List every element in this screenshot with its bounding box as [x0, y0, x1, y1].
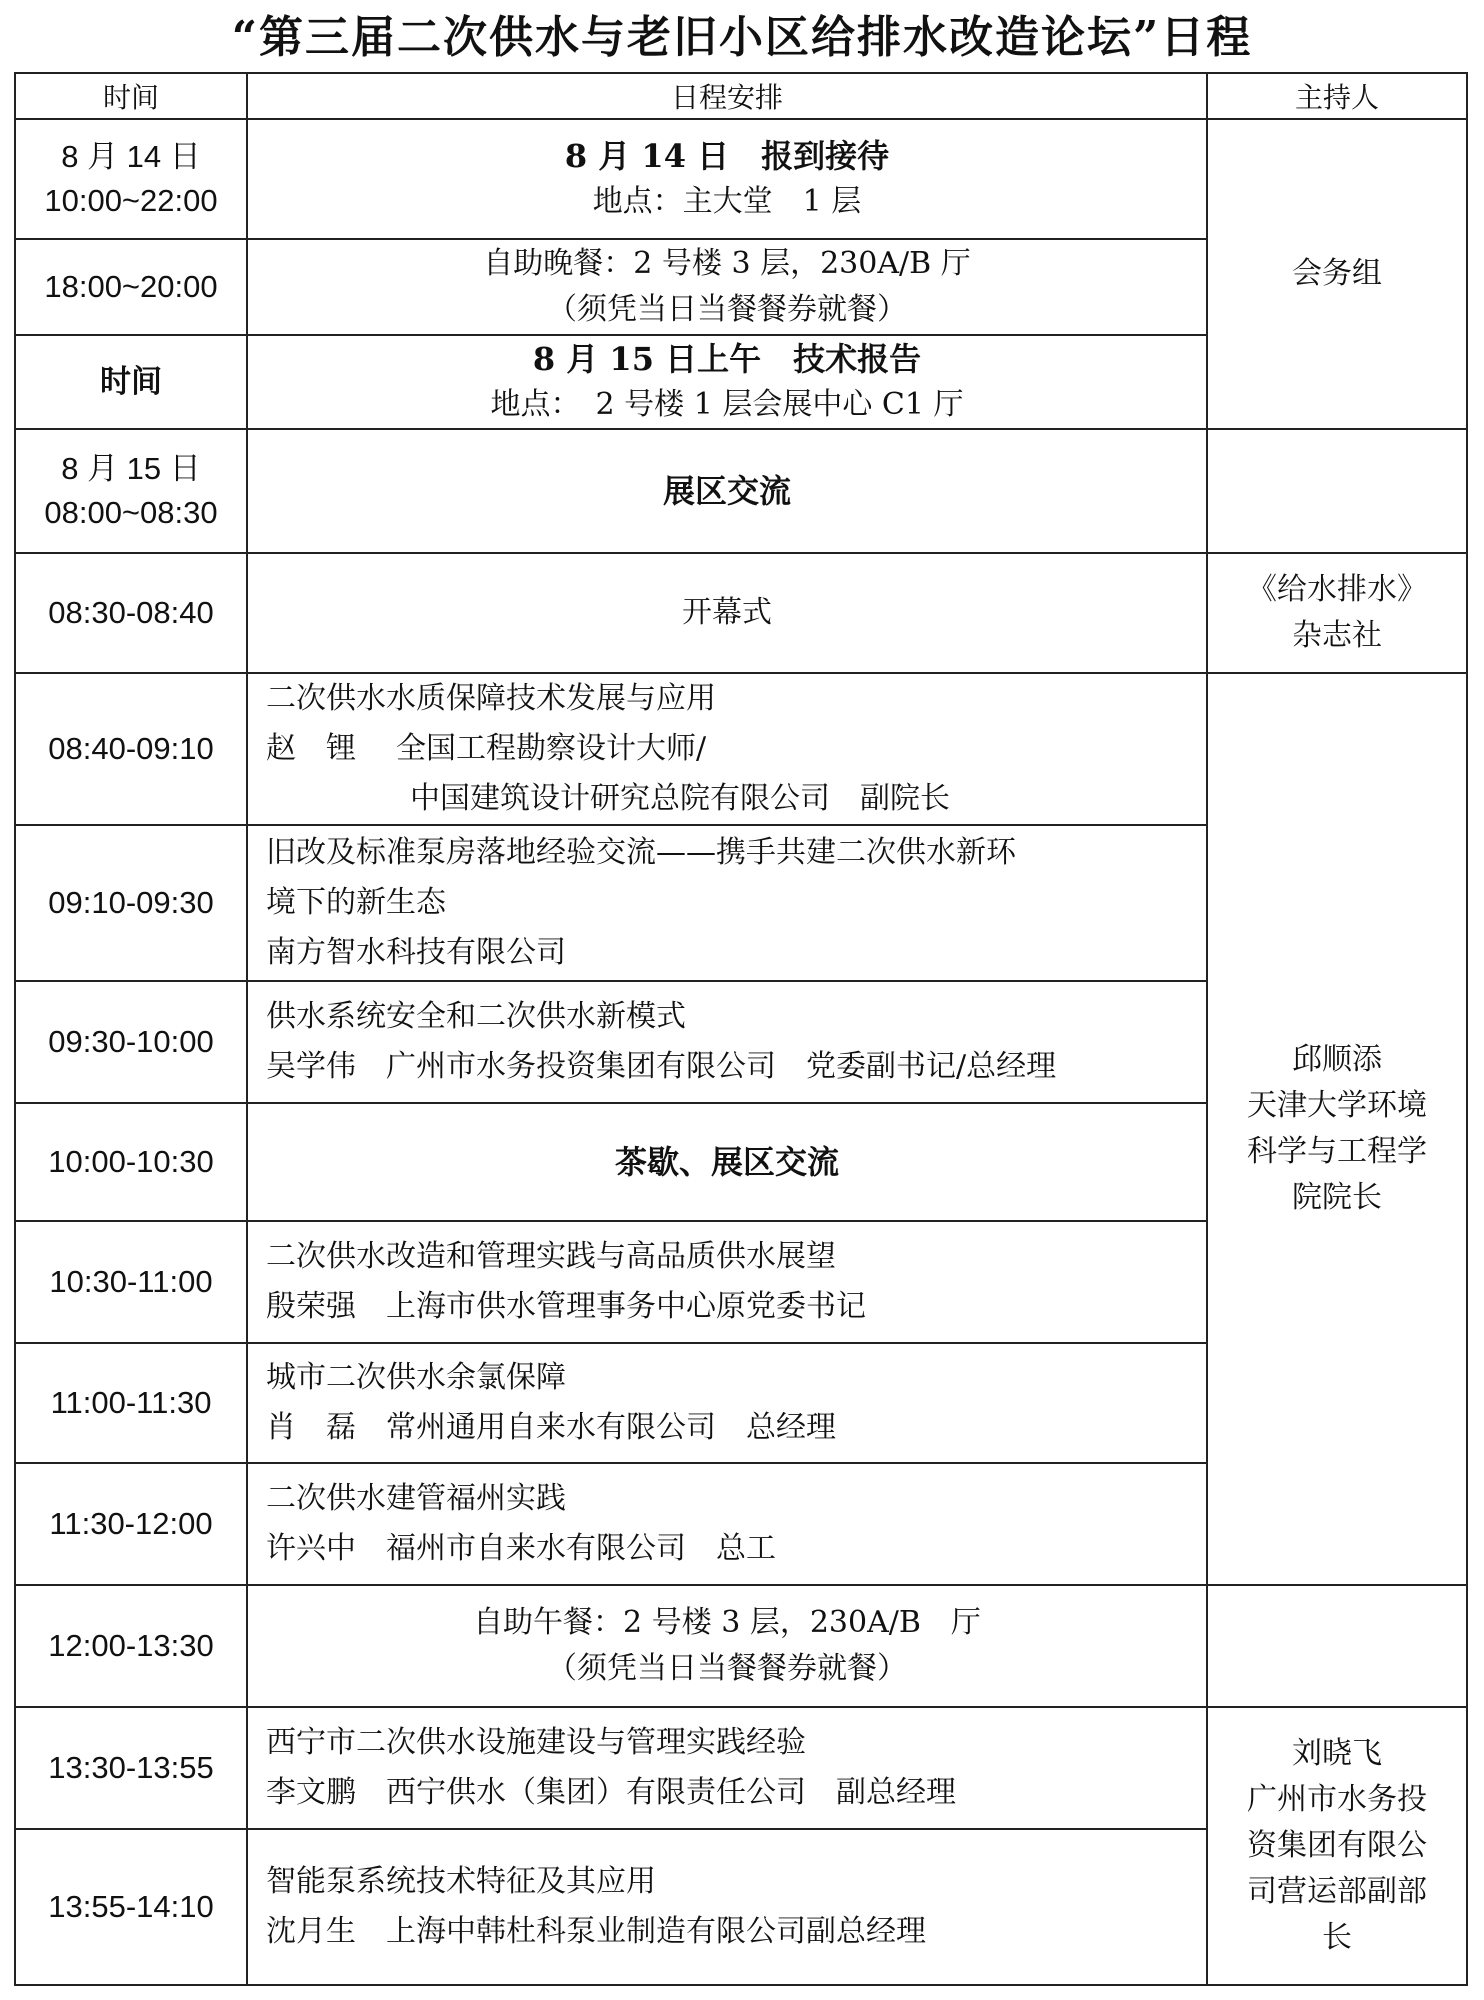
host-cell	[1207, 673, 1467, 1585]
time-text: 13:30-13:55	[48, 1750, 214, 1785]
host-text: 院院长	[1292, 1180, 1382, 1215]
speaker-line: 沈月生 上海中韩杜科泵业制造有限公司副总经理	[266, 1914, 926, 1949]
time-cell	[15, 673, 247, 825]
schedule-cell	[247, 825, 1207, 981]
time-cell	[15, 553, 247, 673]
time-cell	[15, 1343, 247, 1463]
time-text: 18:00~20:00	[44, 269, 218, 304]
schedule-cell	[247, 1707, 1207, 1829]
host-text: 科学与工程学	[1247, 1134, 1427, 1169]
time-cell	[15, 1221, 247, 1343]
host-text: 邱顺添	[1292, 1042, 1382, 1077]
time-text: 09:10-09:30	[48, 885, 214, 920]
time-text: 08:00~08:30	[44, 495, 218, 530]
schedule-cell	[247, 1221, 1207, 1343]
table-row	[15, 1585, 1467, 1707]
header-schedule: 日程安排	[247, 73, 1207, 119]
host-cell	[1207, 553, 1467, 673]
time-text: 08:40-09:10	[48, 731, 214, 766]
host-text: 刘晓飞	[1292, 1736, 1382, 1771]
host-cell-empty	[1207, 1585, 1467, 1707]
table-header-row	[15, 73, 1467, 119]
time-cell	[15, 825, 247, 981]
schedule-cell	[247, 1463, 1207, 1585]
time-cell	[15, 981, 247, 1103]
talk-title: 二次供水改造和管理实践与高品质供水展望	[266, 1239, 836, 1274]
talk-title: 二次供水建管福州实践	[266, 1481, 566, 1516]
table-row	[15, 1707, 1467, 1829]
schedule-line: （须凭当日当餐餐券就餐）	[547, 292, 907, 327]
schedule-line: 自助午餐：2 号楼 3 层，230A/B 厅	[473, 1605, 981, 1640]
host-text: 天津大学环境	[1247, 1088, 1427, 1123]
time-cell	[15, 1463, 247, 1585]
schedule-cell	[247, 119, 1207, 239]
time-text: 10:00~22:00	[44, 183, 218, 218]
time-text: 08:30-08:40	[48, 595, 214, 630]
host-cell-empty	[1207, 429, 1467, 553]
time-cell	[15, 119, 247, 239]
schedule-heading: 茶歇、展区交流	[614, 1143, 839, 1181]
schedule-heading: 8 月 14 日 报到接待	[564, 137, 890, 175]
speaker-line: 肖 磊 常州通用自来水有限公司 总经理	[266, 1410, 836, 1445]
speaker-line: 李文鹏 西宁供水（集团）有限责任公司 副总经理	[266, 1775, 956, 1810]
time-text: 时间	[100, 364, 162, 399]
schedule-heading: 8 月 15 日上午 技术报告	[532, 340, 922, 378]
header-host: 主持人	[1207, 73, 1467, 119]
time-cell	[15, 429, 247, 553]
talk-title: 供水系统安全和二次供水新模式	[266, 999, 686, 1034]
time-text: 10:00-10:30	[48, 1144, 214, 1179]
host-text: 《给水排水》	[1247, 572, 1427, 607]
speaker-org: 中国建筑设计研究总院有限公司 副院长	[410, 781, 950, 816]
time-cell	[15, 1707, 247, 1829]
schedule-cell	[247, 981, 1207, 1103]
time-cell	[15, 1103, 247, 1221]
schedule-cell	[247, 239, 1207, 335]
speaker-title: 全国工程勘察设计大师/	[396, 731, 707, 766]
time-cell	[15, 335, 247, 429]
talk-title: 西宁市二次供水设施建设与管理实践经验	[266, 1725, 806, 1760]
schedule-cell	[247, 553, 1207, 673]
time-text: 10:30-11:00	[49, 1264, 213, 1299]
schedule-cell	[247, 1343, 1207, 1463]
host-text: 广州市水务投	[1247, 1782, 1427, 1817]
table-row	[15, 673, 1467, 825]
time-text: 11:30-12:00	[49, 1506, 213, 1541]
talk-title: 城市二次供水余氯保障	[266, 1360, 566, 1395]
host-text: 长	[1322, 1920, 1352, 1955]
time-text: 8 月 14 日	[61, 139, 201, 174]
host-cell	[1207, 119, 1467, 429]
table-row	[15, 553, 1467, 673]
time-text: 13:55-14:10	[48, 1889, 214, 1924]
host-text: 司营运部副部	[1247, 1874, 1427, 1909]
schedule-cell	[247, 673, 1207, 825]
host-text: 会务组	[1292, 256, 1382, 291]
schedule-cell	[247, 429, 1207, 553]
talk-title: 智能泵系统技术特征及其应用	[266, 1864, 656, 1899]
host-text: 资集团有限公	[1247, 1828, 1427, 1863]
time-text: 12:00-13:30	[48, 1628, 214, 1663]
time-text: 11:00-11:30	[50, 1385, 212, 1420]
speaker-line: 许兴中 福州市自来水有限公司 总工	[266, 1531, 776, 1566]
talk-title-cont: 境下的新生态	[266, 885, 446, 920]
table-row	[15, 119, 1467, 239]
schedule-cell	[247, 335, 1207, 429]
schedule-cell	[247, 1103, 1207, 1221]
time-cell	[15, 239, 247, 335]
host-cell	[1207, 1707, 1467, 1985]
time-text: 8 月 15 日	[61, 451, 201, 486]
schedule-cell	[247, 1585, 1207, 1707]
talk-title: 二次供水水质保障技术发展与应用	[266, 681, 716, 716]
schedule-location: 地点： 2 号楼 1 层会展中心 C1 厅	[490, 387, 964, 422]
schedule-heading: 展区交流	[662, 472, 791, 510]
schedule-cell	[247, 1829, 1207, 1985]
speaker-name: 赵 锂	[266, 731, 356, 766]
schedule-location: 地点：主大堂 1 层	[592, 184, 862, 219]
header-time: 时间	[15, 73, 247, 119]
time-cell	[15, 1829, 247, 1985]
speaker-line: 吴学伟 广州市水务投资集团有限公司 党委副书记/总经理	[266, 1049, 1057, 1084]
time-text: 09:30-10:00	[48, 1024, 214, 1059]
schedule-line: （须凭当日当餐餐券就餐）	[547, 1651, 907, 1686]
talk-title: 旧改及标准泵房落地经验交流——携手共建二次供水新环	[266, 835, 1016, 870]
table-row	[15, 429, 1467, 553]
speaker-org: 南方智水科技有限公司	[266, 935, 566, 970]
speaker-line: 殷荣强 上海市供水管理事务中心原党委书记	[266, 1289, 866, 1324]
time-cell	[15, 1585, 247, 1707]
schedule-table	[14, 72, 1468, 1986]
speaker-line	[266, 724, 1206, 774]
host-text: 杂志社	[1292, 618, 1382, 653]
schedule-line: 自助晚餐：2 号楼 3 层，230A/B 厅	[483, 246, 971, 281]
page-title: “第三届二次供水与老旧小区给排水改造论坛”日程	[231, 12, 1253, 63]
schedule-line: 开幕式	[682, 595, 772, 630]
